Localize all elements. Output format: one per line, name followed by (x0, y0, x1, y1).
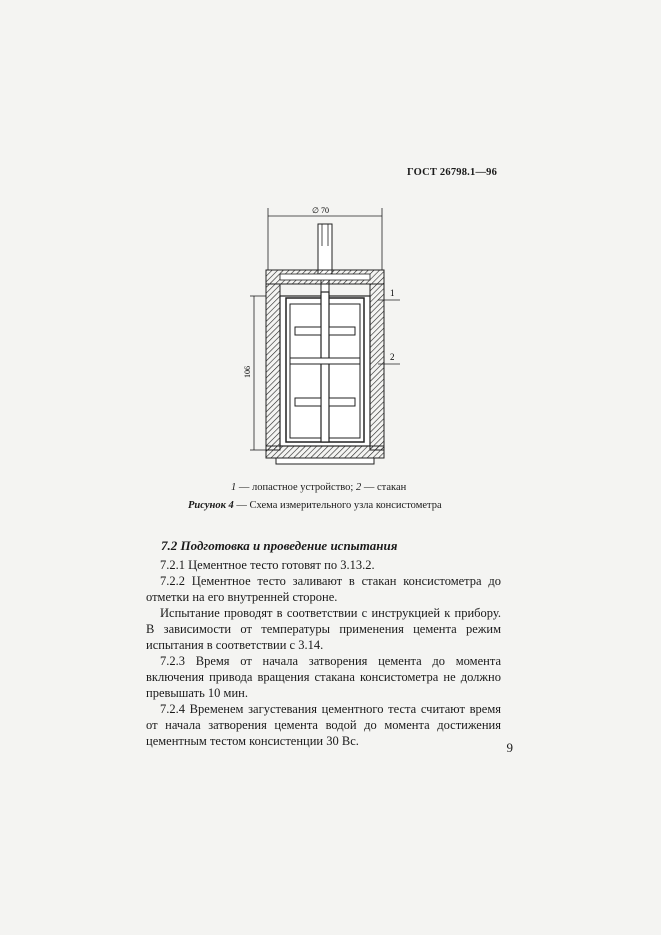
blade (295, 398, 321, 406)
blade (329, 398, 355, 406)
standard-header: ГОСТ 26798.1—96 (407, 167, 498, 178)
paragraph: 7.2.2 Цементное тесто заливают в стакан консистометра до отметки на его внутренней стороне. (146, 574, 501, 604)
paragraph: 7.2.1 Цементное тесто готовят по 3.13.2. (160, 558, 375, 572)
cup-bottom (266, 446, 384, 458)
section-heading: 7.2 Подготовка и проведение испытания (161, 538, 398, 553)
cup-wall-left (266, 284, 280, 450)
dimension-diameter-label: ∅ 70 (312, 206, 329, 215)
caption-text: — Схема измерительного узла консистометра (233, 500, 442, 511)
legend-item2-text: — стакан (361, 482, 407, 493)
consistometer-figure (240, 200, 410, 470)
legend-item1-text: — лопастное устройство; (236, 482, 356, 493)
figure-caption (188, 500, 508, 511)
legend-item2-num: 2 (355, 482, 362, 493)
consistometer-diagram (240, 200, 410, 470)
page-number: 9 (506, 740, 513, 755)
figure-legend (231, 482, 451, 493)
callout-1-label: 1 (390, 288, 395, 298)
legend-item1-num: 1 (231, 482, 237, 493)
paragraph: Испытание проводят в соответствии с инструкцией к прибору. В зависимости от температуры применения цемента режим испытания в соответствии с 3.14. (146, 606, 501, 652)
paragraph: 7.2.4 Временем загустевания цементного теста считают время от начала затворения цемента водой до момента достижения цементным тестом консистенции 30 Вс. (146, 702, 501, 748)
blade (329, 327, 355, 335)
callout-2-label: 2 (390, 352, 395, 362)
cup-wall-right (370, 284, 384, 450)
blade (295, 327, 321, 335)
body-text (146, 557, 501, 749)
paragraph: 7.2.3 Время от начала затворения цемента до момента включения привода вращения стакана консистометра не должно превышать 10 мин. (146, 654, 501, 700)
caption-label: Рисунок 4 (188, 500, 234, 511)
dimension-height-label: 106 (243, 366, 252, 378)
